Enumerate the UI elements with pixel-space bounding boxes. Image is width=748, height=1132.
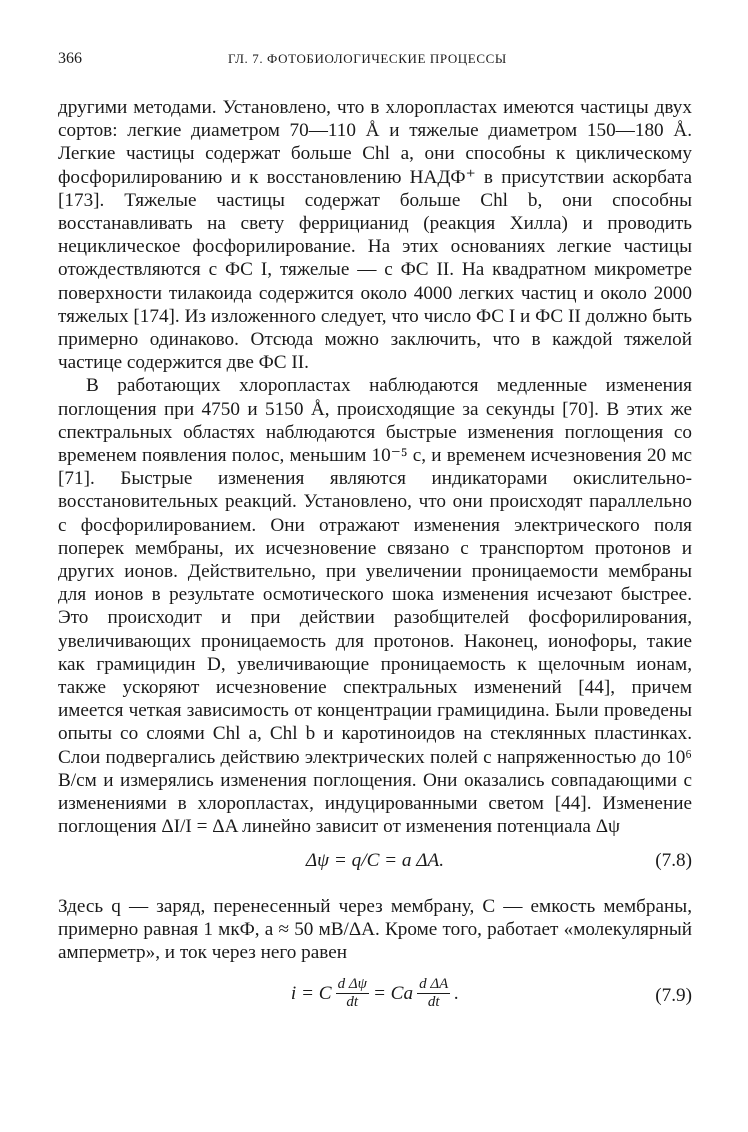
paragraph-continued: другими методами. Установлено, что в хлоропластах имеются частицы двух сортов: легкие диаметром 70—110 Å и тяжелые диаметром 150—180 Å. Легкие частицы содержат больше Chl a, они способны к циклическому фосфорилированию и к восстановлению НАДФ⁺ в присутствии аскорбата [173]. Тяжелые частицы содержат больше Chl b, они способны восстанавливать на свету феррицианид (реакция Хилла) и проводить нециклическое фосфорилирование. На этих основаниях легкие частицы отождествляются с ФС I, тяжелые — с ФС II. На квадратном микрометре поверхности тилакоида содержится около 4000 легких частиц и около 2000 тяжелых [174]. Из изложенного следует, что число ФС I и ФС II должно быть примерно одинаково. Отсюда можно заключить, что в каждой тяжелой частице содержится две ФС II. — [58, 97, 692, 374]
equation-7-9-fraction-2 — [417, 976, 450, 1011]
fraction-1-denominator: dt — [346, 994, 359, 1011]
equation-7-9-body — [58, 976, 692, 1011]
equation-7-8-body: Δψ = q/C = a ΔA. — [305, 849, 445, 871]
equation-7-9-mid: = Ca — [372, 983, 414, 1004]
equation-7-9-lhs: i = C — [290, 983, 332, 1004]
chapter-title: ГЛ. 7. ФОТОБИОЛОГИЧЕСКИЕ ПРОЦЕССЫ — [228, 51, 507, 66]
equation-7-9 — [58, 964, 692, 1038]
fraction-2-numerator: d ΔA — [419, 976, 449, 993]
equation-7-9-number: (7.9) — [655, 985, 692, 1007]
equation-7-9-fraction-1 — [336, 976, 369, 1011]
equation-7-9-tail: . — [454, 983, 460, 1004]
body-text — [58, 96, 692, 1038]
fraction-2-denominator: dt — [427, 994, 440, 1011]
paragraph-charge-capacitance: Здесь q — заряд, перенесенный через мембрану, C — емкость мембраны, примерно равная 1 мкФ, a ≈ 50 мВ/ΔA. Кроме того, работает «молекулярный амперметр», и ток через него равен — [58, 895, 692, 963]
running-head — [58, 50, 692, 72]
fraction-1-numerator: d Δψ — [337, 976, 367, 993]
paragraph-absorption-changes: В работающих хлоропластах наблюдаются медленные изменения поглощения при 4750 и 5150 Å, происходящие за секунды [70]. В этих же спектральных областях наблюдаются быстрые изменения поглощения со временем появления полос, меньшим 10⁻⁵ с, и временем исчезновения 20 мс [71]. Быстрые изменения являются индикаторами окислительно-восстановительных реакций. Установлено, что они происходят параллельно с фосфорилированием. Они отражают изменения электрического поля поперек мембраны, их исчезновение связано с транспортом протонов и других ионов. Действительно, при увеличении проницаемости мембраны для ионов в результате осмотического шока изменения исчезают быстрее. Это происходит и при действии разобщителей фосфорилирования, увеличивающих проницаемость для протонов. Наконец, ионофоры, такие как грамицидин D, увеличивающие проницаемость к щелочным ионам, также ускоряют исчезновение спектральных изменений [44], причем имеется четкая зависимость от концентрации грамицидина. Были проведены опыты со слоями Chl a, Chl b и каротиноидов на стеклянных пластинках. Слои подвергались действию электрических полей с напряженностью до 10⁶ В/см и измерялись изменения поглощения. Они оказались совпадающими с изменениями в хлоропластах, индуцированными светом [44]. Изменение поглощения ΔI/I = ΔA линейно зависит от изменения потенциала Δψ — [58, 375, 692, 838]
equation-7-8 — [58, 839, 692, 895]
equation-7-8-number: (7.8) — [655, 849, 692, 871]
page-number: 366 — [58, 50, 82, 67]
